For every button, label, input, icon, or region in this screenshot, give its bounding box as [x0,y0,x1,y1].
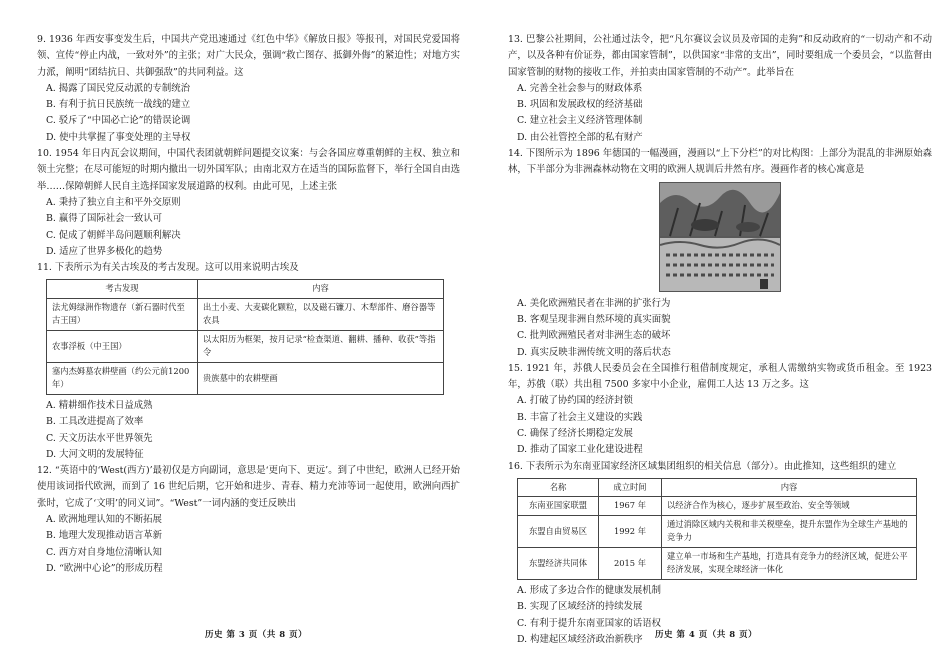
table-cell: 1967 年 [599,497,662,516]
option-c[interactable]: C. 确保了经济长期稳定发展 [517,428,633,440]
question-10 [37,146,460,260]
option-b[interactable]: B. 有利于抗日民族统一战线的建立 [46,99,191,111]
page-footer: 历史 第 4 页（共 8 页） [655,630,758,640]
table-cell: 东南亚国家联盟 [518,497,599,516]
table-header: 内容 [662,478,917,497]
option-a[interactable]: A. 美化欧洲殖民者在非洲的扩张行为 [517,297,671,309]
option-d[interactable]: D. 真实反映非洲传统文明的落后状态 [517,346,671,358]
animal-shape [736,222,760,232]
question-stem: 16. 下表所示为东南亚国家经济区域集团组织的相关信息（部分）。由此推知，这些组织的建立 [508,460,897,472]
table-header-row [518,478,917,497]
option-b[interactable]: B. 工具改进提高了效率 [46,416,144,428]
option-c[interactable]: C. 批判欧洲殖民者对非洲生态的破坏 [517,330,671,342]
question-16 [508,459,932,648]
option-a[interactable]: A. 完善全社会参与的财政体系 [517,82,643,94]
table-header: 名称 [518,478,599,497]
option-d[interactable]: D. 构建起区域经济政治新秩序 [517,633,643,645]
question-13 [508,32,932,146]
question-stem: 11. 下表所示为有关古埃及的考古发现。这可以用来说明古埃及 [37,262,299,274]
option-b[interactable]: B. 赢得了国际社会一致认可 [46,213,162,225]
table-cell: 东盟经济共同体 [518,547,599,579]
question-14 [508,146,932,361]
table-cell: 2015 年 [599,547,662,579]
table-cell: 塞内杰姆墓农耕壁画（约公元前1200 年） [47,362,198,394]
left-question-column [37,32,460,577]
table-cell: 东盟自由贸易区 [518,515,599,547]
table-row [518,515,917,547]
table-cell: 以经济合作为核心，逐步扩展至政治、安全等领域 [662,497,917,516]
option-a[interactable]: A. 打破了协约国的经济封锁 [517,395,633,407]
table-row [518,497,917,516]
option-c[interactable]: C. 西方对自身地位清晰认知 [46,546,162,558]
table-cell: 贵族墓中的农耕壁画 [198,362,444,394]
option-b[interactable]: B. 巩固和发展政权的经济基础 [517,99,643,111]
archaeology-table [46,279,444,395]
question-stem: 10. 1954 年日内瓦会议期间，中国代表团就朝鲜问题提交议案：与会各国应尊重朝鲜的主权、独立和领土完整；在尽可能短的时期内撤出一切外国军队；由南北双方在适当的国际监督下，举行全国自由选举……保障朝鲜人民自主选择国家发展道路的权利。由此可见，上述主张 [37,148,460,192]
question-12 [37,463,460,577]
question-stem: 9. 1936 年西安事变发生后，中国共产党迅速通过《红色中华》《解放日报》等报刊，对国民党爱国将领、宣传“停止内战，一致对外”的主张；对广大民众，强调“救亡图存、抵御外侮”的紧迫性；对地方实力派，阐明“团结抗日、共御强敌”的共同利益。这 [37,34,460,78]
right-page [475,0,950,672]
option-a[interactable]: A. 形成了多边合作的健康发展机制 [517,584,661,596]
question-stem: 15. 1921 年，苏俄人民委员会在全国推行租借制度规定，承租人需缴纳实物或货币租金。至 1923 年，苏俄（联）共出租 7500 多家中小企业，雇佣工人达 13 万之多。这 [508,362,932,391]
table-header: 内容 [198,280,444,299]
question-stem: 13. 巴黎公社期间，公社通过法令，把“凡尔赛议会议员及帝国的走狗”和反动政府的“一切动产和不动产，以及各种有价证券，都由国家管制”，以供国家“非常的支出”，同时要组成一个委员会，“以监督由国家管制的财物的接收工作，并拍卖由国家管制的不动产”。此举旨在 [508,34,932,78]
right-question-column [508,32,932,648]
table-cell: 农事浮板（中王国） [47,330,198,362]
option-d[interactable]: D. 由公社管控全部的私有财产 [517,131,643,143]
table-cell: 出土小麦、大麦碳化颗粒，以及磁石镰刀、木犁部件、磨谷器等农具 [198,298,444,330]
option-c[interactable]: C. 天文历法水平世界领先 [46,432,153,444]
table-header-row [47,280,444,299]
table-cell: 法尤姆绿洲作物遗存（新石器时代至古王国） [47,298,198,330]
option-a[interactable]: A. 精耕细作技术日益成熟 [46,399,153,411]
table-row [47,362,444,394]
option-a[interactable]: A. 欧洲地理认知的不断拓展 [46,514,162,526]
option-c[interactable]: C. 促成了朝鲜半岛问题顺利解决 [46,229,181,241]
table-row [47,298,444,330]
option-b[interactable]: B. 地理大发现推动语言革新 [46,530,162,542]
table-row [518,547,917,579]
table-cell: 通过消除区域内关税和非关税壁垒，提升东盟作为全球生产基地的竞争力 [662,515,917,547]
table-cell: 以太阳历为框架，按月记录“检查渠道、翻耕、播种、收获”等指令 [198,330,444,362]
asean-table [517,478,917,580]
question-15 [508,361,932,459]
question-stem: 12. “英语中的‘West(西方)’最初仅是方向副词，意思是‘更向下、更远’。到了中世纪，欧洲人已经开始使用该词指代欧洲，而到了 16 世纪后期，它开始和进步、青春、精力充沛等词一起使用，欧洲向西扩张时，它成了‘文明’的同义词”。“West”一词内涵的变迁反映出 [37,465,460,509]
option-a[interactable]: A. 秉持了独立自主和平外交原则 [46,196,181,208]
figure-shape [760,279,768,289]
option-d[interactable]: D. “欧洲中心论”的形成历程 [46,562,163,574]
option-d[interactable]: D. 使中共掌握了事变处理的主导权 [46,131,191,143]
option-c[interactable]: C. 有利于提升东南亚国家的话语权 [517,617,662,629]
question-11 [37,260,460,463]
option-d[interactable]: D. 大河文明的发展特征 [46,448,144,460]
option-d[interactable]: D. 推动了国家工业化建设进程 [517,444,643,456]
option-b[interactable]: B. 客观呈现非洲自然环境的真实面貌 [517,313,671,325]
table-header: 成立时间 [599,478,662,497]
question-stem: 14. 下图所示为 1896 年德国的一幅漫画，漫画以“上下分栏”的对比构图：上部分为混乱的非洲原始森林，下半部分为非洲森林动物在文明的欧洲人规训后井然有序。漫画作者的核心寓意是 [508,148,932,176]
table-cell: 1992 年 [599,515,662,547]
cartoon-image [659,182,781,292]
animal-shape [691,219,719,231]
table-row [47,330,444,362]
option-c[interactable]: C. 驳斥了“中国必亡论”的错误论调 [46,115,191,127]
option-b[interactable]: B. 丰富了社会主义建设的实践 [517,411,643,423]
question-9 [37,32,460,146]
option-d[interactable]: D. 适应了世界多极化的趋势 [46,245,163,257]
table-cell: 建立单一市场和生产基地，打造具有竞争力的经济区域，促进公平经济发展，实现全球经济一体化 [662,547,917,579]
option-b[interactable]: B. 实现了区域经济的持续发展 [517,601,643,613]
page-footer: 历史 第 3 页（共 8 页） [205,630,308,640]
table-header: 考古发现 [47,280,198,299]
option-a[interactable]: A. 揭露了国民党反动派的专制统治 [46,82,190,94]
option-c[interactable]: C. 建立社会主义经济管理体制 [517,115,643,127]
